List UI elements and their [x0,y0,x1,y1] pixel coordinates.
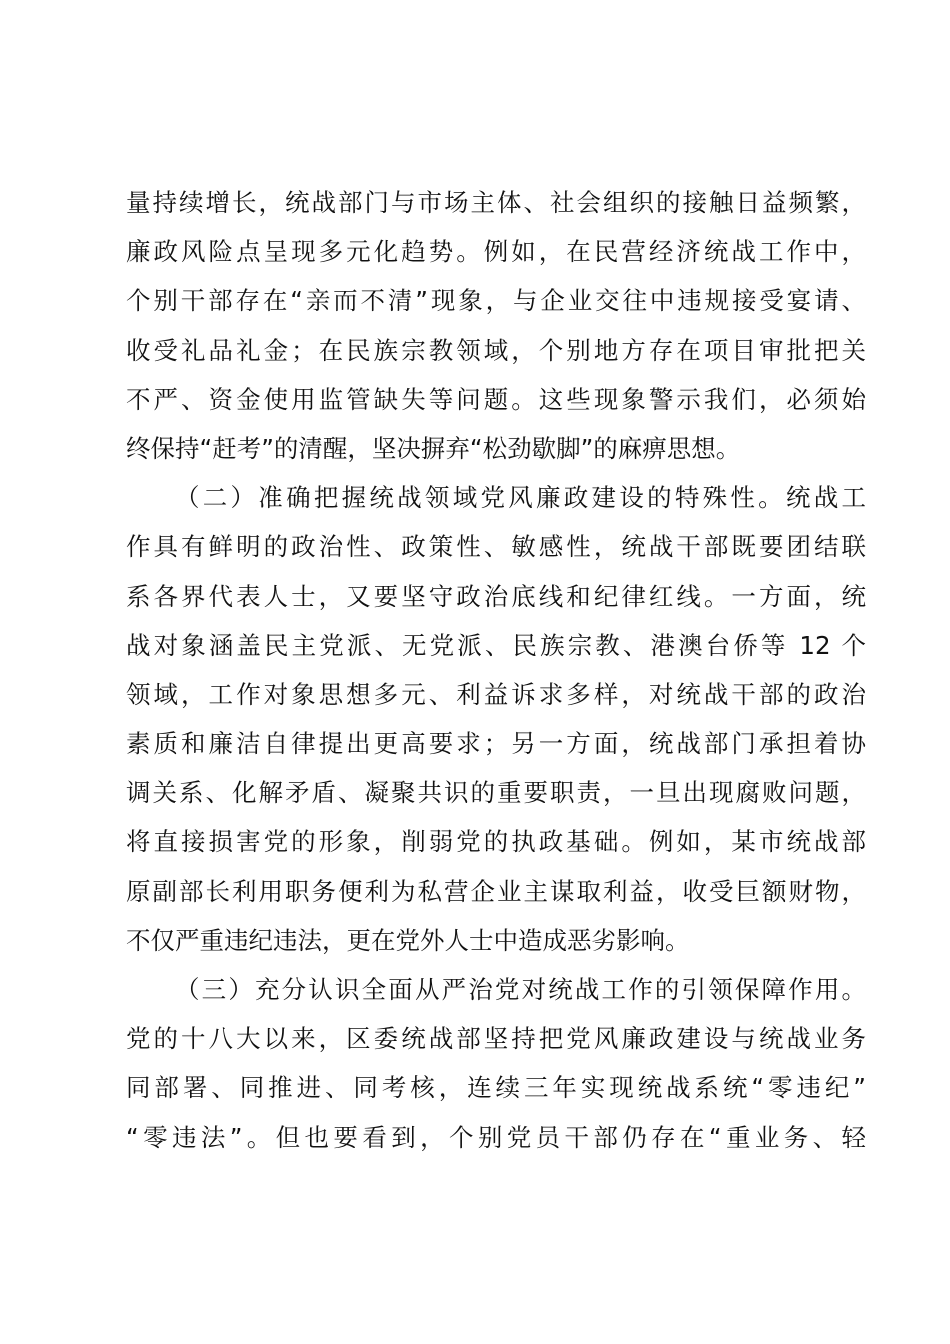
section-heading-line: （二）准确把握统战领域党风廉政建设的特殊性。统战工 [175,483,866,513]
text-line: “零违法”。但也要看到，个别党员干部仍存在“重业务、轻 [126,1122,866,1152]
text-line: 量持续增长，统战部门与市场主体、社会组织的接触日益频繁， [126,188,866,217]
text-line: 原副部长利用职务便利为私营企业主谋取利益，收受巨额财物， [126,876,866,906]
text-line: 不仅严重违纪违法，更在党外人士中造成恶劣影响。 [126,925,690,955]
text-line: 收受礼品礼金；在民族宗教领域，个别地方存在项目审批把关 [126,335,866,365]
text-line: 调关系、化解矛盾、凝聚共识的重要职责，一旦出现腐败问题， [126,778,866,808]
text-line: 党的十八大以来，区委统战部坚持把党风廉政建设与统战业务 [126,1024,866,1054]
text-line: 作具有鲜明的政治性、政策性、敏感性，统战干部既要团结联 [126,532,866,562]
section-heading-line: （三）充分认识全面从严治党对统战工作的引领保障作用。 [175,975,866,1004]
text-line: 个别干部存在“亲而不清”现象，与企业交往中违规接受宴请、 [126,286,866,316]
text-line: 将直接损害党的形象，削弱党的执政基础。例如，某市统战部 [126,827,866,857]
text-line: 系各界代表人士，又要坚守政治底线和纪律红线。一方面，统 [126,581,866,611]
text-line: 领域，工作对象思想多元、利益诉求多样，对统战干部的政治 [126,679,866,709]
text-line: 同部署、同推进、同考核，连续三年实现统战系统“零违纪” [126,1073,866,1103]
text-line: 廉政风险点呈现多元化趋势。例如，在民营经济统战工作中， [126,237,866,267]
text-line: 不严、资金使用监管缺失等问题。这些现象警示我们，必须始 [126,384,866,414]
body-text [126,178,866,1162]
text-line: 终保持“赶考”的清醒，坚决摒弃“松劲歇脚”的麻痹思想。 [126,433,741,463]
text-line: 素质和廉洁自律提出更高要求；另一方面，统战部门承担着协 [126,729,866,759]
text-line: 战对象涵盖民主党派、无党派、民族宗教、港澳台侨等 12 个 [126,630,866,660]
